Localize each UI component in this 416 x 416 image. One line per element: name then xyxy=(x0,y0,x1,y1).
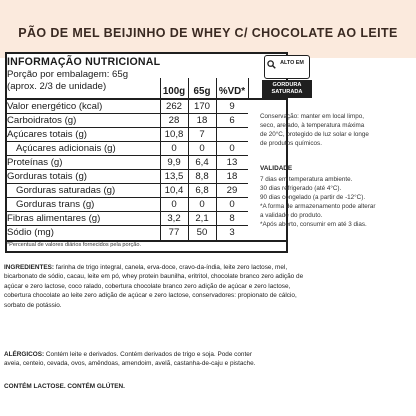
cell-100g: 0 xyxy=(171,199,177,210)
cell-65g: 6,8 xyxy=(195,185,209,196)
cell-100g: 28 xyxy=(168,115,180,126)
col-header-65g: 65g xyxy=(193,86,211,97)
conservation-line-4: de produtos químicos. xyxy=(260,140,322,147)
cell-100g: 77 xyxy=(168,227,180,238)
cell-100g: 0 xyxy=(171,143,177,154)
validity-heading: VALIDADE xyxy=(260,165,293,172)
row-label-energy: Valor energético (kcal) xyxy=(7,101,103,112)
conservation-line-3: de 20°C, protegido de luz solar e longe xyxy=(260,131,369,138)
ingredients-text: farinha de trigo integral, canela, erva-doce, cravo-da-índia, leite zero lactose, mel, bicarbonato de sódio, cacau, leite em pó, whey protein baunilha, eritritol, chocolate branco zero adição de açúcar e zero lactose, coco ralado, cobertura chocolate branco zero adição de açúcar e zero lactose, cobertura chocolate ao leite zero adição de açúcar e zero lactose, conservadores: propionato de cálcio, sorbato de potássio. xyxy=(4,264,304,309)
cell-vd: 0 xyxy=(229,143,235,154)
cell-100g: 13,5 xyxy=(164,171,184,182)
validity-line-6: *Após aberto, consumir em até 3 dias. xyxy=(260,221,367,228)
nutrition-footnote: *Percentual de valores diários fornecidos pela porção. xyxy=(7,242,142,248)
table-rule xyxy=(5,113,248,114)
cell-vd: 0 xyxy=(229,199,235,210)
badge-line-2: SATURADA xyxy=(271,89,303,95)
col-header-100g: 100g xyxy=(162,86,186,97)
row-label-fiber: Fibras alimentares (g) xyxy=(7,213,101,224)
cell-100g: 10,4 xyxy=(164,185,184,196)
row-label-carbs: Carboidratos (g) xyxy=(7,115,77,126)
ingredients-block xyxy=(4,263,304,310)
table-rule xyxy=(5,197,248,198)
ingredients-label: INGREDIENTES: xyxy=(4,264,55,271)
cell-65g: 0 xyxy=(199,143,205,154)
product-title: PÃO DE MEL BEIJINHO DE WHEY C/ CHOCOLATE AO LEITE xyxy=(18,26,398,40)
row-label-total-fat: Gorduras totais (g) xyxy=(7,171,87,182)
gordura-saturada-badge xyxy=(262,80,312,98)
allergens-block xyxy=(4,350,264,369)
validity-line-2: 30 dias refrigerado (até 4°C). xyxy=(260,185,342,192)
validity-line-3: 90 dias congelado (a partir de -12°C). xyxy=(260,194,366,201)
row-label-saturated-fat: Gorduras saturadas (g) xyxy=(16,185,116,196)
allergens-label: ALÉRGICOS: xyxy=(4,351,45,358)
cell-65g: 2,1 xyxy=(195,213,209,224)
table-rule xyxy=(5,183,248,184)
cell-100g: 3,2 xyxy=(167,213,181,224)
table-rule xyxy=(5,98,288,100)
col-header-vd: %VD* xyxy=(218,86,246,97)
cell-65g: 170 xyxy=(193,101,210,112)
cell-vd: 13 xyxy=(226,157,238,168)
cell-65g: 18 xyxy=(196,115,208,126)
row-label-total-sugars: Açúcares totais (g) xyxy=(7,129,87,140)
row-label-proteins: Proteínas (g) xyxy=(7,157,63,168)
cell-65g: 7 xyxy=(199,129,205,140)
cell-vd: 18 xyxy=(226,171,238,182)
table-rule xyxy=(5,169,248,170)
table-rule xyxy=(5,155,248,156)
nutrition-heading: INFORMAÇÃO NUTRICIONAL xyxy=(7,56,161,68)
cell-65g: 8,8 xyxy=(195,171,209,182)
table-divider xyxy=(248,78,249,98)
validity-line-1: 7 dias em temperatura ambiente. xyxy=(260,176,353,183)
cell-vd: 29 xyxy=(226,185,238,196)
row-label-sodium: Sódio (mg) xyxy=(7,227,54,238)
row-label-trans-fat: Gorduras trans (g) xyxy=(16,199,95,210)
cell-vd: 9 xyxy=(229,101,235,112)
alto-em-label: ALTO EM xyxy=(280,60,304,66)
conservation-line-1: Conservação: manter em local limpo, xyxy=(260,113,364,120)
table-rule xyxy=(5,211,248,212)
table-rule xyxy=(5,141,248,142)
row-label-added-sugars: Açúcares adicionais (g) xyxy=(16,143,116,154)
validity-line-5: a validade do produto. xyxy=(260,212,323,219)
table-rule xyxy=(5,225,248,226)
cell-100g: 10,8 xyxy=(164,129,184,140)
lactose-gluten-warning: CONTÉM LACTOSE. CONTÉM GLÚTEN. xyxy=(4,383,125,390)
badge-line-1: GORDURA xyxy=(272,81,302,88)
cell-65g: 6,4 xyxy=(195,157,209,168)
cell-vd: 3 xyxy=(229,227,235,238)
cell-100g: 262 xyxy=(165,101,182,112)
cell-65g: 50 xyxy=(196,227,208,238)
validity-line-4: *A forma de armazenamento pode alterar xyxy=(260,203,376,210)
cell-vd: 6 xyxy=(229,115,235,126)
conservation-line-2: seco, arejado, à temperatura máxima xyxy=(260,122,365,129)
cell-100g: 9,9 xyxy=(167,157,181,168)
cell-vd: 8 xyxy=(229,213,235,224)
cell-65g: 0 xyxy=(199,199,205,210)
allergens-text: Contém leite e derivados. Contém derivados de trigo e soja. Pode conter aveia, centeio, cevada, ovos, amêndoas, amendoim, avelã, castanha-de-caju e pistache. xyxy=(4,351,256,368)
portion-line-1: Porção por embalagem: 65g xyxy=(7,69,129,80)
portion-line-2: (aprox. 2/3 de unidade) xyxy=(7,81,107,92)
table-rule xyxy=(5,127,248,128)
